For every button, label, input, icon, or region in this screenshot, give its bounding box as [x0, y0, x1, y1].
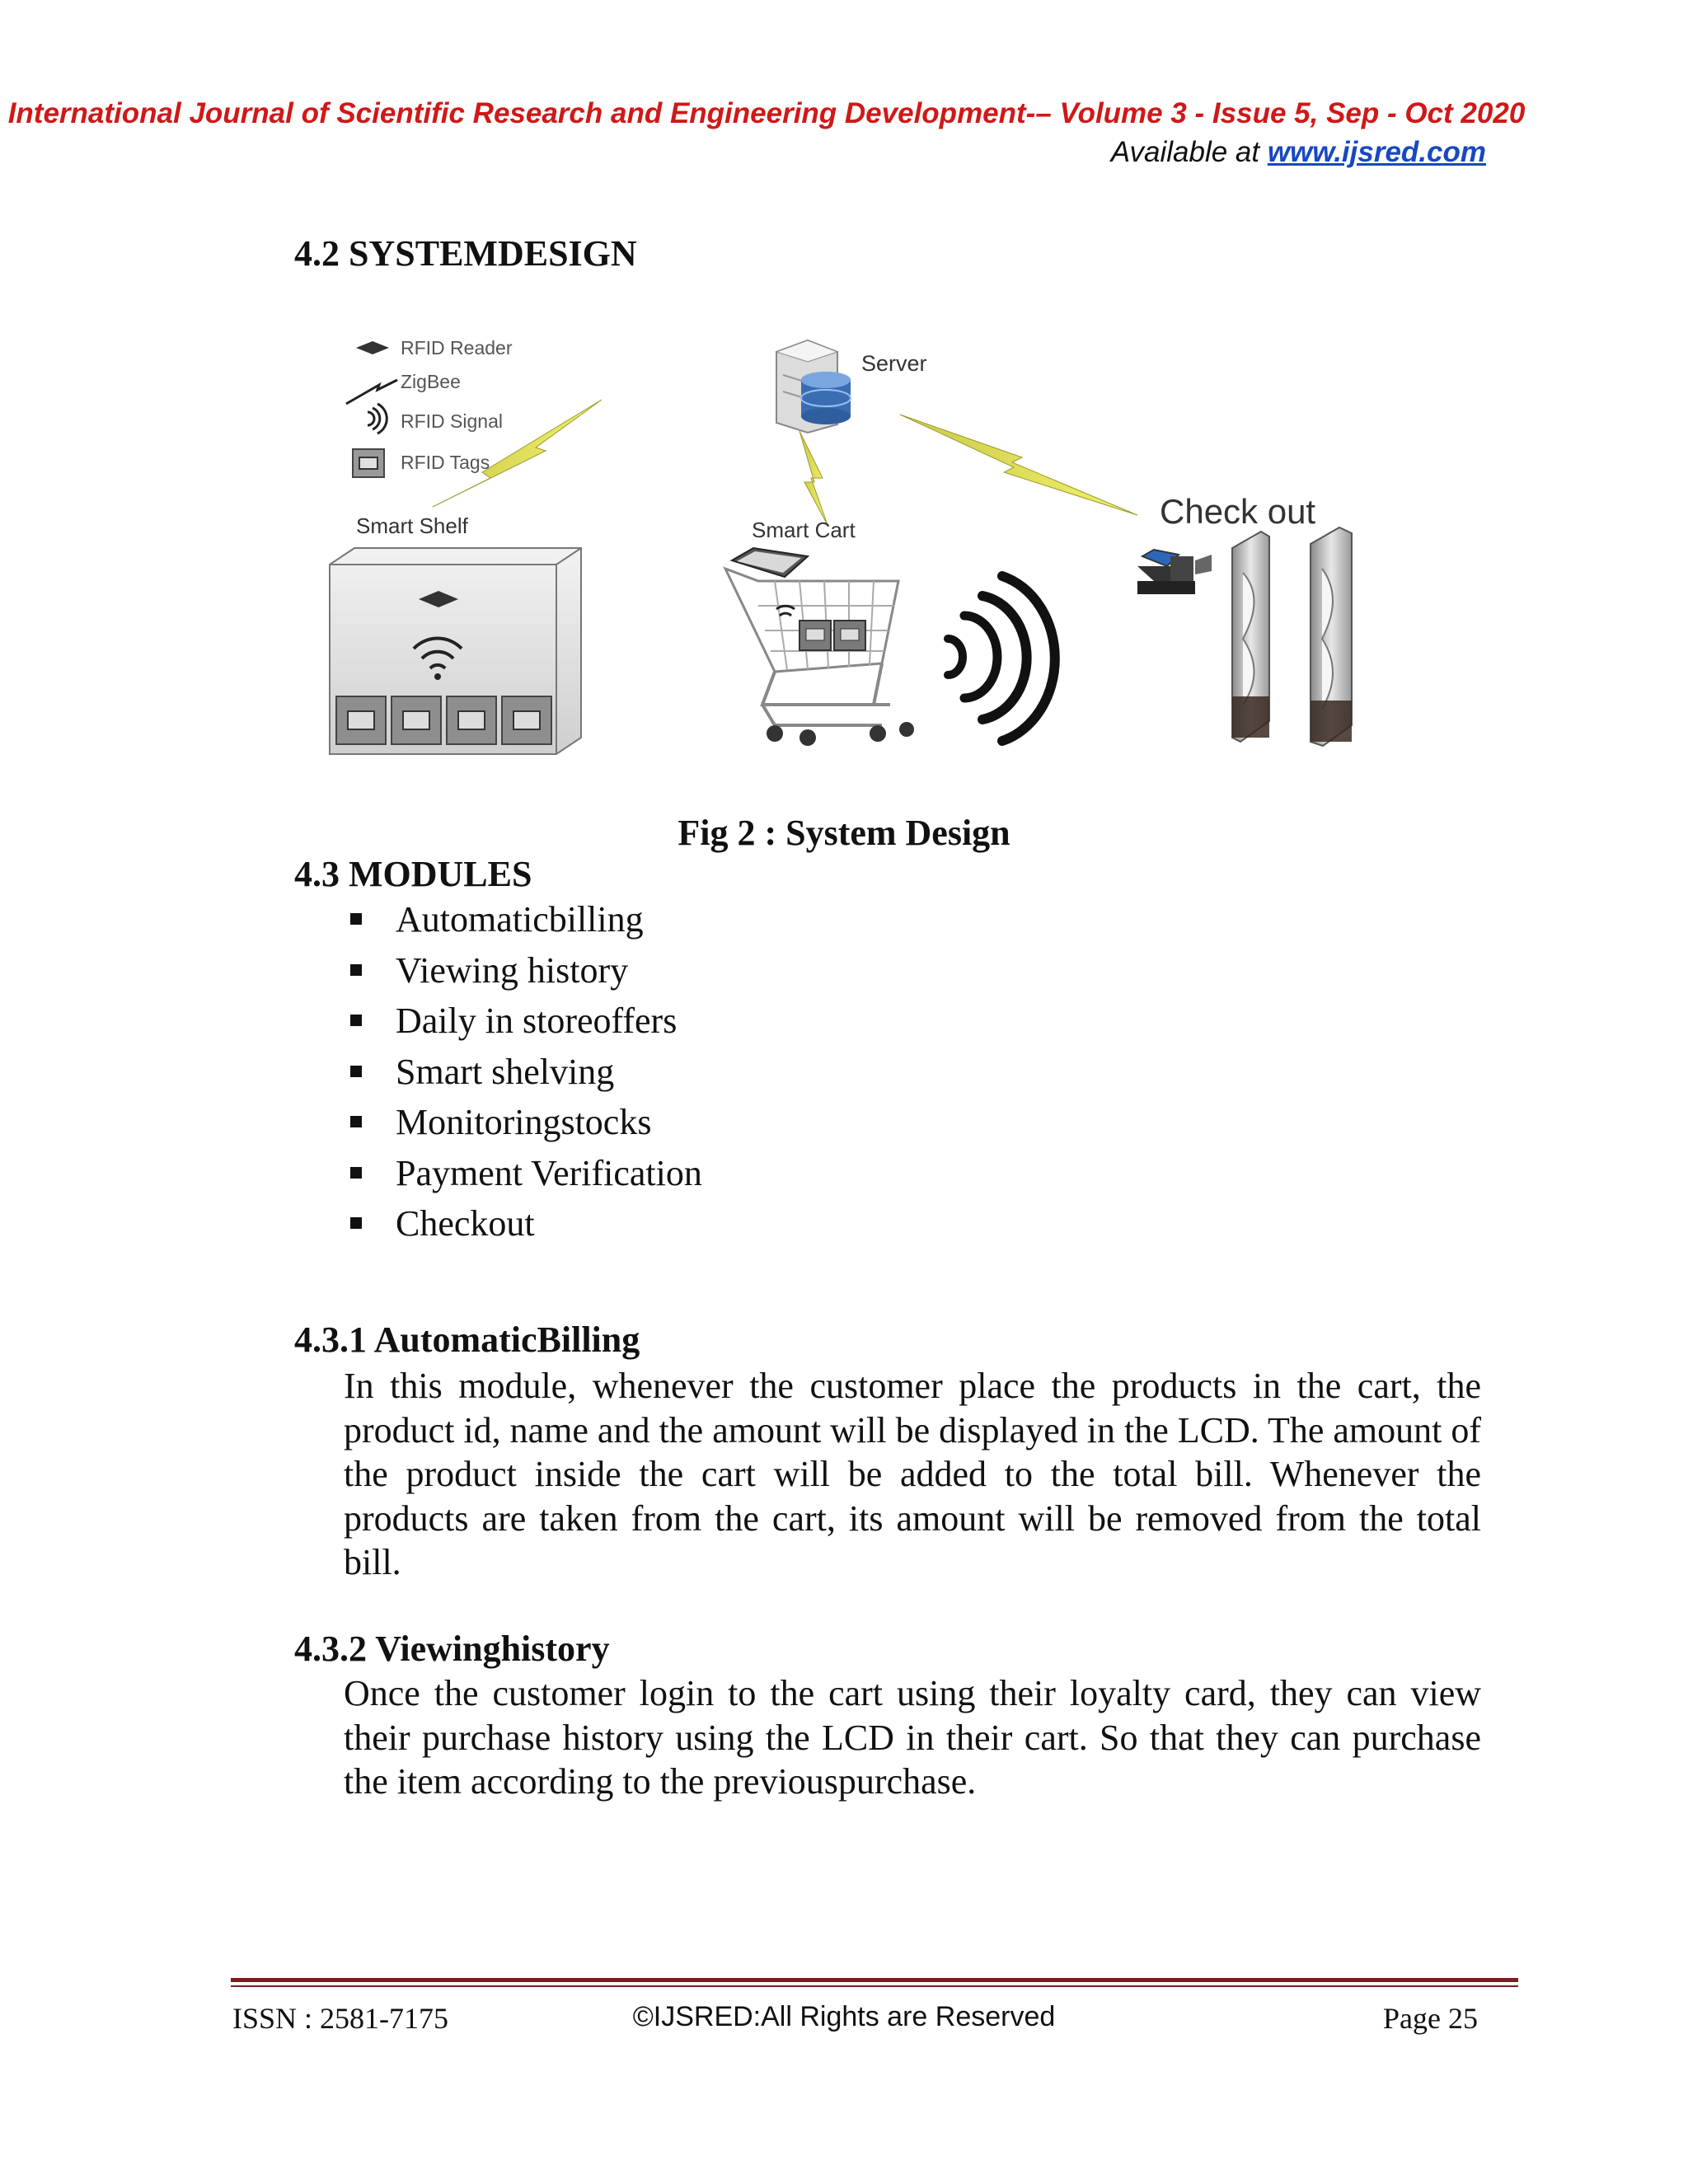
smart-shelf-label: Smart Shelf: [356, 513, 468, 538]
footer-rule: [231, 1978, 1518, 1982]
list-item: Checkout: [350, 1198, 702, 1249]
list-item: Smart shelving: [350, 1047, 702, 1098]
server-label: Server: [861, 351, 927, 376]
legend-rfid-reader: RFID Reader: [401, 337, 513, 359]
footer-copyright: ©IJSRED:All Rights are Reserved: [632, 2001, 1056, 2032]
pos-terminal-icon: [1137, 550, 1212, 594]
rfid-reader-icon: [356, 341, 389, 354]
section-4-2-heading: 4.2 SYSTEMDESIGN: [294, 233, 637, 274]
list-item: Daily in storeoffers: [350, 996, 702, 1047]
square-bullet-icon: [350, 1116, 362, 1127]
security-gate-right-icon: [1311, 527, 1352, 746]
list-item: Viewing history: [350, 945, 702, 996]
rfid-signal-icon: [368, 404, 387, 434]
legend: [346, 337, 513, 477]
modules-list: [350, 894, 702, 1249]
rfid-tag-icon: [353, 449, 384, 477]
smart-cart-icon: [725, 548, 914, 746]
rfid-signal-waves-icon: [948, 576, 1055, 741]
smart-cart-label: Smart Cart: [752, 518, 856, 542]
legend-zigbee: ZigBee: [401, 371, 461, 392]
journal-website-link[interactable]: www.ijsred.com: [1267, 136, 1486, 168]
server-icon: [776, 340, 851, 433]
section-4-3-1-body: In this module, whenever the customer place the products in the cart, the product id, name and the amount will be displayed in the LCD. The amount of the product inside the cart will be added to the total bill. Whenever the products are taken from the cart, its amount will be removed from the total bill.: [344, 1366, 1482, 1582]
checkout-label: Check out: [1160, 492, 1316, 531]
list-item: Payment Verification: [350, 1148, 702, 1199]
footer-page-number: Page 25: [1383, 2002, 1478, 2035]
figure-caption: Fig 2 : System Design: [678, 813, 1010, 853]
journal-header: International Journal of Scientific Research and Engineering Development-– Volume 3 - Issue 5, Sep - Oct 2020: [7, 97, 1526, 129]
zigbee-link-cart: [799, 431, 828, 525]
availability-line: [1111, 136, 1486, 169]
list-item: Automaticbilling: [350, 894, 702, 945]
legend-rfid-signal: RFID Signal: [401, 410, 503, 432]
square-bullet-icon: [350, 1066, 362, 1077]
list-item: Monitoringstocks: [350, 1097, 702, 1148]
security-gate-left-icon: [1232, 532, 1269, 742]
smart-shelf-icon: [330, 548, 581, 754]
section-4-3-heading: 4.3 MODULES: [294, 854, 532, 894]
square-bullet-icon: [350, 1167, 362, 1179]
system-design-figure: [313, 309, 1401, 766]
square-bullet-icon: [350, 964, 362, 976]
available-prefix: Available at: [1110, 136, 1268, 168]
square-bullet-icon: [350, 1015, 362, 1026]
legend-rfid-tags: RFID Tags: [401, 452, 490, 473]
square-bullet-icon: [350, 1217, 362, 1229]
zigbee-icon: [346, 380, 397, 404]
footer-issn: ISSN : 2581-7175: [232, 2002, 449, 2035]
section-4-3-2-heading: 4.3.2 Viewinghistory: [294, 1629, 610, 1669]
section-4-3-2-body: Once the customer login to the cart using their loyalty card, they can view their purchase history using the LCD in their cart. So that they can purchase the item according to the previouspurchase.: [344, 1673, 1481, 1802]
section-4-3-1-heading: 4.3.1 AutomaticBilling: [294, 1319, 640, 1360]
square-bullet-icon: [350, 913, 362, 925]
zigbee-link-checkout: [900, 415, 1137, 515]
footer-rule-thin: [231, 1985, 1518, 1987]
